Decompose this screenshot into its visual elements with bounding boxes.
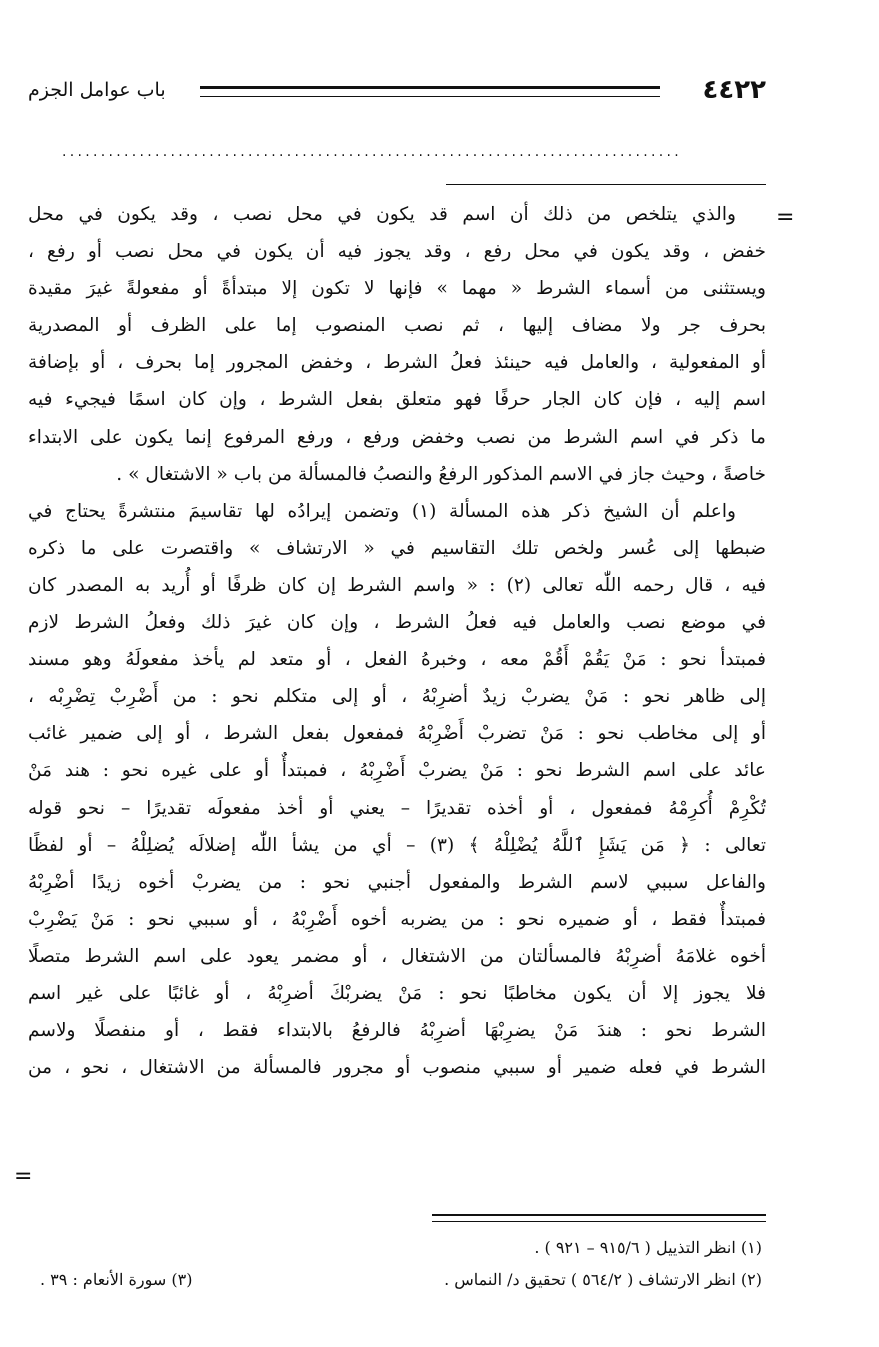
body-line: تُكْرِمْ أُكرِمْهُ فمفعول ، أو أخذه تقديرًا – يعني أو أخذ مفعولَه تقديرًا – نحو قوله xyxy=(28,797,766,819)
footnote-3: (٣) سورة الأنعام : ٣٩ . xyxy=(40,1270,193,1289)
body-line: ضبطها إلى عُسر ولخص تلك التقاسيم في « الارتشاف » واقتصرت على ما ذكره xyxy=(28,537,766,559)
body-line: والذي يتلخص من ذلك أن اسم قد يكون في محل نصب ، وقد يكون في محل xyxy=(28,204,736,225)
footnote-row xyxy=(40,1264,762,1296)
body-line: إلى ظاهر نحو : مَنْ يضربْ زيدٌ أضرِبْهُ ، أو إلى متكلم نحو : من أَضْرِبْ تِضْرِبْه ، xyxy=(28,686,766,708)
body-line: فيه ، قال رحمه اللّٰه تعالى (٢) : « واسم الشرط إن كان ظرفًا أو أُريد به المصدر كان xyxy=(28,574,766,596)
body-line: بحرف جر ولا مضاف إليها ، ثم نصب المنصوب إما على الظرف أو المصدرية xyxy=(28,315,766,337)
body-line: عائد على اسم الشرط نحو : مَنْ يضربْ أَضْرِبْهُ ، فمبتدأٌ أو على غيره نحو : هند مَنْ xyxy=(28,760,766,782)
body-line: في موضع نصب والعامل فيه فعلُ الشرط ، وإن كان غيرَ ذلك وفعلُ الشرط لازم xyxy=(28,612,766,634)
body-line: أخوه غلامَهُ أضرِبْهُ فالمسألتان من الاشتغال ، أو مضمر يعود على اسم الشرط متصلًا xyxy=(28,945,766,967)
footnote-2: (٢) انظر الارتشاف ( ٥٦٤/٢ ) تحقيق د/ النماس . xyxy=(444,1270,762,1289)
body-line: واعلم أن الشيخ ذكر هذه المسألة (١) وتضمن إيرادُه لها تقاسيمَ منتشرةً يحتاج في xyxy=(28,500,736,522)
body-line: فمبتدأ نحو : مَنْ يَقُمْ أَقُمْ معه ، وخبرهُ الفعل ، أو متعد لم يأخذ مفعولَهُ وهو مسند xyxy=(28,649,766,671)
body-line: فلا يجوز إلا أن يكون مخاطبًا نحو : مَنْ يضربْكَ أضرِبْهُ ، أو غائبًا على غير اسم xyxy=(28,982,766,1004)
body-line: ويستثنى من أسماء الشرط « مهما » فإنها لا تكون إلا مبتدأةً أو مفعولةً غيرَ مقيدة xyxy=(28,278,766,300)
footnote-1: (١) انظر التذييل ( ٩١٥/٦ – ٩٢١ ) . xyxy=(534,1238,762,1257)
dotted-separator: ................................................................................ xyxy=(62,147,683,157)
body-line: والفاعل سببي لاسم الشرط والمفعول أجنبي نحو : من يضربْ أخوه زيدًا أضْرِبْهُ xyxy=(28,871,766,893)
body-line: ما ذكر في اسم الشرط من نصب وخفض ورفع ، ورفع المرفوع إنما يكون على الابتداء xyxy=(28,426,766,448)
footnotes xyxy=(40,1232,762,1296)
header-double-rule xyxy=(200,86,660,97)
body-line: أو إلى مخاطب نحو : مَنْ تضربْ أَضْرِبْهُ فمفعول بفعل الشرط ، أو إلى ضمير غائب xyxy=(28,723,766,745)
body-line: فمبتدأٌ فقط ، أو ضميره نحو : من يضربه أخوه أَضْرِبْهُ ، أو سببي نحو : مَنْ يَضْرِبْ xyxy=(28,908,766,930)
footnote-separator xyxy=(432,1214,766,1222)
body-line: خفض ، وقد يكون في محل رفع ، وقد يجوز فيه أن يكون في محل نصب أو رفع ، xyxy=(28,241,766,263)
chapter-title: باب عوامل الجزم xyxy=(28,79,166,101)
body-line: الشرط في فعله ضمير أو سببي منصوب أو مجرور فالمسألة من الاشتغال ، نحو ، من xyxy=(28,1057,766,1079)
page-header xyxy=(28,72,772,112)
body-line: أو المفعولية ، والعامل فيه حينئذ فعلُ الشرط ، وخفض المجرور إما بحرف ، أو بإضافة xyxy=(28,352,766,374)
body-line: الشرط نحو : هندَ مَنْ يضرِبْهَا أضرِبْهُ فالرفعُ بالابتداء فقط ، أو منفصلًا ولاسم xyxy=(28,1020,766,1042)
body-line: اسم إليه ، فإن كان الجار حرفًا فهو متعلق بفعل الشرط ، وإن كان اسمًا فيجيء فيه xyxy=(28,389,766,411)
text-start-rule xyxy=(446,184,766,185)
continuation-mark-start: = xyxy=(776,205,795,230)
continuation-mark-end: = xyxy=(14,1164,33,1189)
body-line: خاصةً ، وحيث جاز في الاسم المذكور الرفعُ والنصبُ فالمسألة من باب « الاشتغال » . xyxy=(116,463,766,485)
body-text xyxy=(28,196,766,1086)
body-line: تعالى : ﴿ مَن يَشَإِ ٱللَّهُ يُضْلِلْهُ ﴾ (٣) – أي من يشأ اللّٰه إضلالَه يُضلِلْهُ – أو لفظًا xyxy=(28,834,766,856)
page-number: ٤٤٢٢ xyxy=(702,75,766,105)
